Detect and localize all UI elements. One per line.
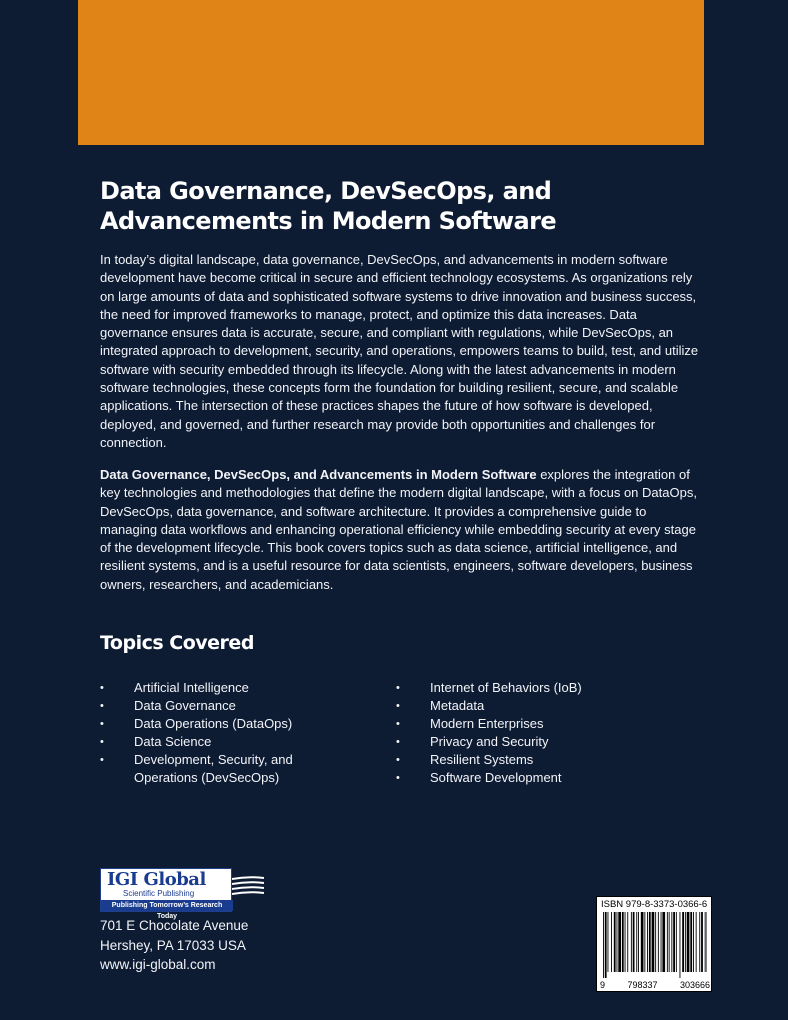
topic-item	[396, 751, 630, 769]
barcode-bar	[638, 912, 639, 972]
barcode-bar	[605, 912, 607, 978]
topic-label: Metadata	[430, 698, 485, 713]
publisher-website: www.igi-global.com	[100, 957, 216, 972]
topic-item	[396, 679, 630, 697]
barcode-bar	[631, 912, 632, 972]
topic-label: Modern Enterprises	[430, 716, 544, 731]
barcode-bar	[696, 912, 697, 972]
topic-item	[396, 769, 630, 787]
topic-item	[100, 751, 304, 787]
topic-label: Resilient Systems	[430, 752, 534, 767]
barcode-bar	[699, 912, 700, 972]
bullet-icon: •	[100, 736, 104, 748]
barcode-bar	[614, 912, 616, 972]
bullet-icon: •	[396, 754, 400, 766]
barcode-bar	[673, 912, 675, 972]
barcode-bar	[617, 912, 618, 972]
barcode-bar	[671, 912, 672, 972]
topic-label: Data Science	[134, 734, 212, 749]
topic-label: Data Governance	[134, 698, 236, 713]
cover-accent-band	[78, 0, 704, 145]
barcode-bar	[644, 912, 645, 972]
barcode-bar	[625, 912, 626, 972]
logo-subtitle: Scientific Publishing	[123, 889, 195, 898]
barcode-bar	[680, 912, 681, 978]
bullet-icon: •	[396, 736, 400, 748]
barcode-bar	[622, 912, 624, 972]
address-line-1: 701 E Chocolate Avenue	[100, 918, 249, 933]
barcode-bar	[655, 912, 656, 972]
book-title: Data Governance, DevSecOps, and Advancements in Modern Software	[100, 177, 557, 235]
bullet-icon: •	[100, 682, 104, 694]
barcode-bar	[652, 912, 655, 972]
topic-label: Software Development	[430, 770, 562, 785]
barcode-bar	[669, 912, 670, 972]
topic-item	[100, 697, 304, 715]
bullet-icon: •	[396, 700, 400, 712]
topic-item	[100, 715, 304, 733]
barcode-bar	[641, 912, 644, 972]
topics-list-left	[100, 679, 390, 787]
barcode-bars	[603, 912, 707, 978]
barcode-bar	[647, 912, 648, 972]
publisher-address	[100, 916, 248, 975]
topic-label: Internet of Behaviors (IoB)	[430, 680, 582, 695]
barcode-bar	[707, 912, 708, 972]
topics-list-right	[396, 679, 686, 787]
isbn-label: ISBN 979-8-3373-0366-6	[601, 899, 708, 910]
bullet-icon: •	[100, 718, 104, 730]
barcode-bar	[687, 912, 690, 972]
topic-item	[100, 733, 304, 751]
bullet-icon: •	[396, 718, 400, 730]
bullet-icon: •	[396, 772, 400, 784]
logo-tagline: Publishing Tomorrow’s Research Today	[101, 900, 233, 911]
bullet-icon: •	[100, 754, 104, 766]
barcode-bar	[705, 912, 706, 972]
topics-heading: Topics Covered	[100, 632, 254, 654]
barcode-bar	[627, 912, 628, 972]
topic-label: Data Operations (DataOps)	[134, 716, 293, 731]
barcode-bar	[636, 912, 637, 972]
topic-item	[396, 733, 630, 751]
barcode-bar	[618, 912, 621, 972]
barcode-digits	[600, 980, 710, 990]
barcode-bar	[685, 912, 686, 972]
barcode-bar	[633, 912, 635, 972]
barcode-bar	[658, 912, 659, 972]
barcode-digit-group: 303666	[679, 980, 710, 990]
barcode-bar	[611, 912, 612, 972]
barcode-bar	[662, 912, 665, 972]
isbn-barcode	[596, 896, 712, 992]
barcode-bar	[661, 912, 662, 972]
description-paragraph-1: In today’s digital landscape, data governance, DevSecOps, and advancements in modern software development have become critical in secure and efficient technology ecosystems. As organizations rely on large amounts of data and sophisticated software systems to drive innovation and business success, the need for improved frameworks to manage, protect, and optimize this data increases. Data governance ensures data is accurate, secure, and compliant with regulations, while DevSecOps, an integrated approach to development, security, and operations, empowers teams to build, test, and utilize software with security embedded through its lifecycle. Along with the latest advancements in modern software technologies, these concepts form the foundation for building resilient, secure, and scalable applications. The intersection of these practices shapes the future of how software is developed, deployed, and governed, and further research may provide both opportunities and challenges for connection.	[100, 252, 699, 450]
barcode-bar	[682, 912, 684, 972]
topic-label: Development, Security, and Operations (DevSecOps)	[134, 752, 293, 785]
logo-box	[100, 868, 232, 920]
topic-label: Artificial Intelligence	[134, 680, 249, 695]
book-title-inline: Data Governance, DevSecOps, and Advancements in Modern Software	[100, 467, 537, 482]
barcode-bar	[649, 912, 651, 972]
barcode-bar	[693, 912, 694, 972]
logo-name: IGI Global	[107, 869, 206, 890]
barcode-bar	[667, 912, 668, 972]
barcode-bar	[690, 912, 692, 972]
bullet-icon: •	[396, 682, 400, 694]
description-paragraph-2-text: explores the integration of key technologies and methodologies that define the modern digital landscape, with a focus on DataOps, DevSecOps, data governance, and software architecture. It provides a comprehensive guide to managing data workflows and enhancing operational efficiency while embedding security at every stage of the development lifecycle. This book covers topics such as data science, artificial intelligence, and resilient systems, and is a useful resource for data scientists, engineers, software developers, business owners, researchers, and academicians.	[100, 467, 697, 592]
barcode-bar	[676, 912, 677, 972]
topic-label: Privacy and Security	[430, 734, 549, 749]
topic-item	[396, 697, 630, 715]
topic-item	[396, 715, 630, 733]
topic-item	[100, 679, 304, 697]
barcode-bar	[608, 912, 609, 972]
bullet-icon: •	[100, 700, 104, 712]
address-line-2: Hershey, PA 17033 USA	[100, 937, 246, 953]
barcode-digit-group: 798337	[627, 980, 658, 990]
barcode-bar	[701, 912, 703, 972]
description-paragraph-2	[100, 466, 700, 594]
barcode-digit-group: 9	[600, 980, 606, 990]
logo-swoosh-icon	[232, 876, 264, 898]
barcode-bar	[603, 912, 604, 978]
publisher-logo	[100, 868, 270, 920]
